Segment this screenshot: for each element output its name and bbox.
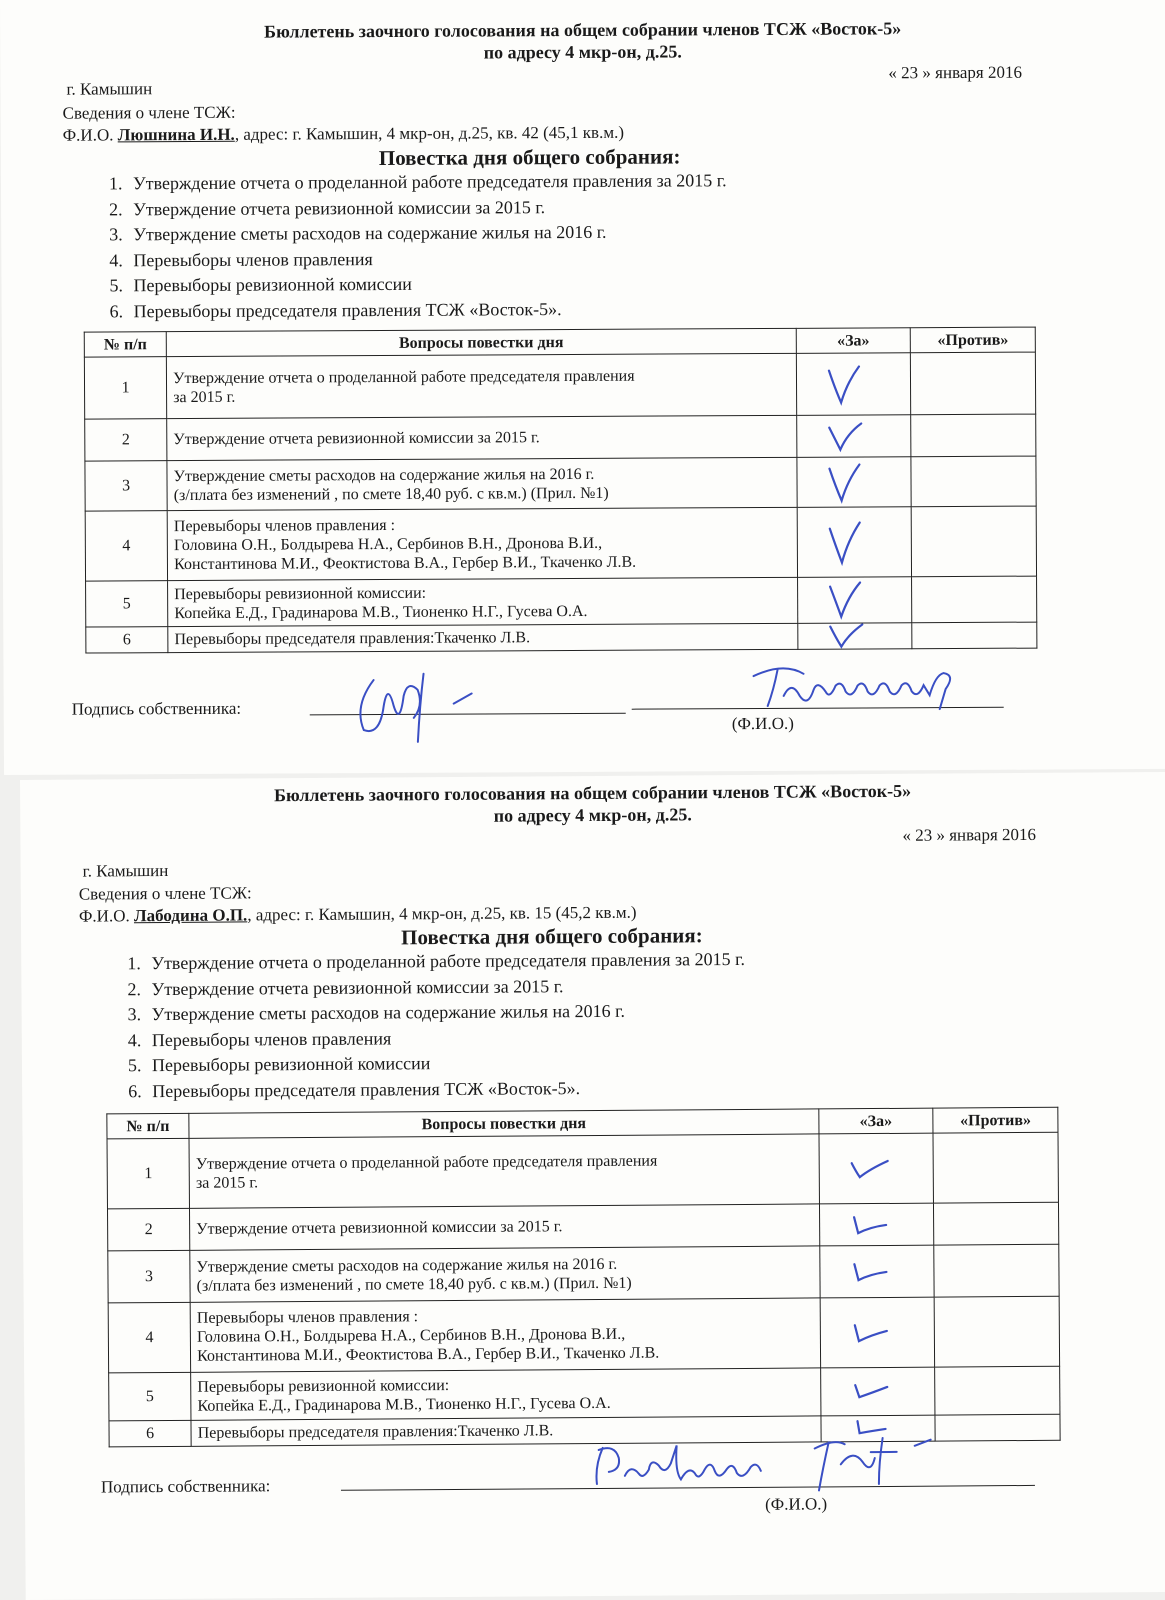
vote-for-cell[interactable] bbox=[819, 1133, 934, 1204]
fio-name: Люшнина И.Н. bbox=[117, 124, 235, 145]
member-fio-line bbox=[63, 122, 624, 147]
vote-for-cell[interactable] bbox=[797, 457, 912, 508]
ballot-title bbox=[20, 778, 1165, 830]
agenda-title: Повестка дня общего собрания: bbox=[378, 144, 681, 171]
agenda-item: 6. Перевыборы председателя правления ТСЖ «Восток-5». bbox=[128, 296, 728, 325]
vote-for-cell[interactable] bbox=[819, 1245, 934, 1298]
vote-against-cell[interactable] bbox=[912, 622, 1037, 649]
question-line: Константинова М.И., Феоктистова В.А., Гербер В.И., Ткаченко Л.В. bbox=[174, 553, 637, 574]
agenda-list bbox=[101, 168, 727, 324]
agenda-item: 3. Утверждение сметы расходов на содержание жилья на 2016 г. bbox=[127, 219, 727, 248]
table-row bbox=[86, 576, 1037, 627]
table-row bbox=[85, 456, 1036, 511]
row-num: 1 bbox=[84, 357, 166, 419]
vote-against-cell[interactable] bbox=[934, 1296, 1059, 1367]
agenda-item: 4. Перевыборы членов правления bbox=[146, 1023, 746, 1053]
col-against-header: «Против» bbox=[933, 1107, 1058, 1133]
vote-against-cell[interactable] bbox=[911, 352, 1036, 415]
signature-label: Подпись собственника: bbox=[100, 1476, 271, 1497]
handwritten-signature bbox=[585, 1435, 785, 1506]
row-question bbox=[190, 1298, 820, 1372]
vote-against-cell[interactable] bbox=[911, 456, 1036, 507]
vote-against-cell[interactable] bbox=[935, 1366, 1060, 1415]
vote-against-cell[interactable] bbox=[934, 1202, 1059, 1245]
row-num: 5 bbox=[86, 581, 168, 627]
question-line: (з/плата без изменений , по смете 18,40 руб. с кв.м.) (Прил. №1) bbox=[173, 484, 609, 504]
table-row bbox=[108, 1296, 1059, 1373]
row-num: 6 bbox=[109, 1420, 191, 1447]
agenda-title: Повестка дня общего собрания: bbox=[401, 923, 703, 950]
signature-label: Подпись собственника: bbox=[71, 698, 242, 719]
agenda-item: 6. Перевыборы председателя правления ТСЖ «Восток-5». bbox=[146, 1074, 746, 1104]
address: , адрес: г. Камышин, 4 мкр-он, д.25, кв. 42 (45,1 кв.м.) bbox=[234, 122, 625, 144]
checkmark-icon bbox=[848, 1212, 892, 1236]
fio-caption: (Ф.И.О.) bbox=[765, 1494, 828, 1514]
table-row bbox=[85, 414, 1036, 461]
ballot-title-line2: по адресу 4 мкр-он, д.25. bbox=[493, 804, 692, 826]
row-num: 3 bbox=[85, 461, 167, 511]
vote-against-cell[interactable] bbox=[911, 414, 1036, 457]
row-question bbox=[167, 507, 797, 580]
row-question bbox=[167, 457, 797, 510]
checkmark-icon bbox=[849, 1380, 893, 1402]
votes-table bbox=[106, 1107, 1060, 1448]
vote-against-cell[interactable] bbox=[935, 1414, 1060, 1441]
question-line: Перевыборы членов правления : bbox=[173, 516, 396, 536]
vote-against-cell[interactable] bbox=[933, 1132, 1058, 1203]
checkmark-icon bbox=[826, 622, 866, 650]
question-line: Утверждение сметы расходов на содержание жилья на 2016 г. bbox=[196, 1255, 618, 1276]
row-num: 1 bbox=[107, 1138, 190, 1209]
col-num-header: № п/п bbox=[107, 1113, 189, 1139]
agenda-item: 2. Утверждение отчета ревизионной комиссии за 2015 г. bbox=[145, 972, 745, 1002]
vote-for-cell[interactable] bbox=[797, 623, 912, 650]
vote-for-cell[interactable] bbox=[820, 1367, 935, 1416]
question-line: Перевыборы ревизионной комиссии: bbox=[197, 1376, 450, 1396]
col-for-header: «За» bbox=[796, 328, 911, 354]
ballot-title-line1: Бюллетень заочного голосования на общем собрании членов ТСЖ «Восток-5» bbox=[264, 18, 902, 42]
vote-against-cell[interactable] bbox=[911, 506, 1036, 577]
question-line: (з/плата без изменений , по смете 18,40 руб. с кв.м.) (Прил. №1) bbox=[196, 1274, 632, 1295]
vote-for-cell[interactable] bbox=[797, 577, 912, 624]
checkmark-icon bbox=[825, 362, 865, 406]
checkmark-icon bbox=[825, 460, 865, 504]
vote-against-cell[interactable] bbox=[912, 576, 1037, 623]
question-line: Перевыборы председателя правления:Ткаченко Л.В. bbox=[174, 629, 531, 649]
row-question bbox=[168, 577, 798, 626]
agenda-item: 2. Утверждение отчета ревизионной комиссии за 2015 г. bbox=[127, 194, 727, 223]
member-info-label: Сведения о члене ТСЖ: bbox=[78, 883, 252, 904]
handwritten-signature bbox=[743, 655, 983, 716]
agenda-item: 5. Перевыборы ревизионной комиссии bbox=[146, 1049, 746, 1079]
ballot-title-line2: по адресу 4 мкр-он, д.25. bbox=[483, 41, 682, 63]
table-row bbox=[85, 506, 1036, 581]
question-line: Перевыборы членов правления : bbox=[196, 1308, 419, 1327]
row-num: 6 bbox=[86, 627, 168, 653]
table-row bbox=[108, 1244, 1059, 1303]
row-num: 4 bbox=[85, 511, 167, 581]
question-line: Головина О.Н., Болдырева Н.А., Сербинов В.Н., Дронова В.И., bbox=[173, 534, 603, 555]
row-question bbox=[189, 1134, 819, 1208]
agenda-item: 3. Утверждение сметы расходов на содержание жилья на 2016 г. bbox=[146, 998, 746, 1028]
table-row bbox=[86, 622, 1037, 653]
checkmark-icon bbox=[826, 580, 866, 620]
vote-for-cell[interactable] bbox=[796, 353, 911, 416]
table-row bbox=[107, 1202, 1058, 1251]
question-line: Утверждение отчета ревизионной комиссии за 2015 г. bbox=[196, 1218, 563, 1238]
row-num: 5 bbox=[109, 1372, 191, 1421]
ballot-sheet-2 bbox=[20, 772, 1165, 1600]
vote-for-cell[interactable] bbox=[797, 507, 912, 578]
table-row bbox=[109, 1366, 1060, 1421]
question-line: за 2015 г. bbox=[195, 1173, 259, 1192]
ballot-sheet-1 bbox=[0, 0, 1165, 775]
row-question bbox=[190, 1204, 820, 1250]
vote-against-cell[interactable] bbox=[934, 1244, 1059, 1297]
question-line: Перевыборы председателя правления:Ткаченко Л.В. bbox=[197, 1422, 554, 1442]
col-question-header: Вопросы повестки дня bbox=[166, 328, 796, 356]
question-line: Головина О.Н., Болдырева Н.А., Сербинов В.Н., Дронова В.И., bbox=[196, 1325, 626, 1346]
handwritten-signature bbox=[343, 665, 483, 746]
votes-table bbox=[84, 327, 1038, 654]
col-num-header: № п/п bbox=[84, 332, 166, 357]
question-line: Утверждение отчета о проделанной работе председателя правления bbox=[195, 1152, 658, 1173]
row-num: 2 bbox=[85, 419, 167, 461]
fio-caption: (Ф.И.О.) bbox=[731, 713, 794, 734]
member-info bbox=[79, 880, 637, 928]
row-num: 2 bbox=[107, 1208, 189, 1251]
question-line: за 2015 г. bbox=[173, 388, 236, 406]
ballot-title-line1: Бюллетень заочного голосования на общем собрании членов ТСЖ «Восток-5» bbox=[274, 780, 912, 806]
vote-for-cell[interactable] bbox=[820, 1297, 935, 1368]
row-num: 3 bbox=[108, 1250, 190, 1303]
city: г. Камышин bbox=[66, 79, 153, 99]
checkmark-icon bbox=[848, 1259, 892, 1283]
member-info-label: Сведения о члене ТСЖ: bbox=[62, 102, 236, 123]
checkmark-icon bbox=[848, 1320, 892, 1344]
fio-name: Лабодина О.П. bbox=[133, 905, 248, 926]
checkmark-icon bbox=[825, 518, 865, 566]
agenda-item: 1. Утверждение отчета о проделанной работе председателя правления за 2015 г. bbox=[145, 947, 745, 977]
row-question bbox=[168, 623, 798, 652]
date: « 23 » января 2016 bbox=[902, 824, 1037, 845]
address: , адрес: г. Камышин, 4 мкр-он, д.25, кв. 15 (45,2 кв.м.) bbox=[247, 902, 637, 925]
agenda-item: 5. Перевыборы ревизионной комиссии bbox=[127, 270, 727, 299]
row-num: 4 bbox=[108, 1302, 191, 1373]
col-for-header: «За» bbox=[819, 1108, 934, 1134]
question-line: Утверждение сметы расходов на содержание жилья на 2016 г. bbox=[173, 465, 595, 485]
date: « 23 » января 2016 bbox=[888, 62, 1023, 83]
question-line: Копейка Е.Д., Градинарова М.В., Тионенко Н.Г., Гусева О.А. bbox=[174, 602, 588, 622]
fio-label: Ф.И.О. bbox=[78, 906, 135, 926]
checkmark-icon bbox=[847, 1156, 891, 1180]
question-line: Утверждение отчета ревизионной комиссии за 2015 г. bbox=[173, 429, 540, 449]
question-line: Константинова М.И., Феоктистова В.А., Гербер В.И., Ткаченко Л.В. bbox=[197, 1344, 660, 1365]
table-row bbox=[107, 1132, 1058, 1209]
table-row bbox=[84, 352, 1035, 419]
question-line: Перевыборы ревизионной комиссии: bbox=[174, 584, 427, 603]
col-question-header: Вопросы повестки дня bbox=[189, 1109, 819, 1138]
question-line: Копейка Е.Д., Градинарова М.В., Тионенко Н.Г., Гусева О.А. bbox=[197, 1394, 611, 1415]
agenda-item: 1. Утверждение отчета о проделанной работе председателя правления за 2015 г. bbox=[127, 168, 727, 197]
vote-for-cell[interactable] bbox=[819, 1203, 934, 1246]
agenda-item: 4. Перевыборы членов правления bbox=[127, 245, 727, 274]
vote-for-cell[interactable] bbox=[796, 415, 911, 458]
row-question bbox=[166, 353, 796, 418]
ballot-title bbox=[0, 16, 1165, 66]
member-info bbox=[63, 100, 625, 147]
row-question bbox=[191, 1368, 821, 1420]
col-against-header: «Против» bbox=[910, 327, 1035, 353]
fio-label: Ф.И.О. bbox=[62, 125, 118, 145]
city: г. Камышин bbox=[82, 860, 169, 881]
row-question bbox=[167, 415, 797, 460]
row-question bbox=[190, 1246, 820, 1302]
question-line: Утверждение отчета о проделанной работе председателя правления bbox=[173, 367, 635, 387]
agenda-list bbox=[119, 947, 746, 1104]
checkmark-icon bbox=[825, 419, 865, 453]
handwritten-signature bbox=[805, 1428, 945, 1499]
